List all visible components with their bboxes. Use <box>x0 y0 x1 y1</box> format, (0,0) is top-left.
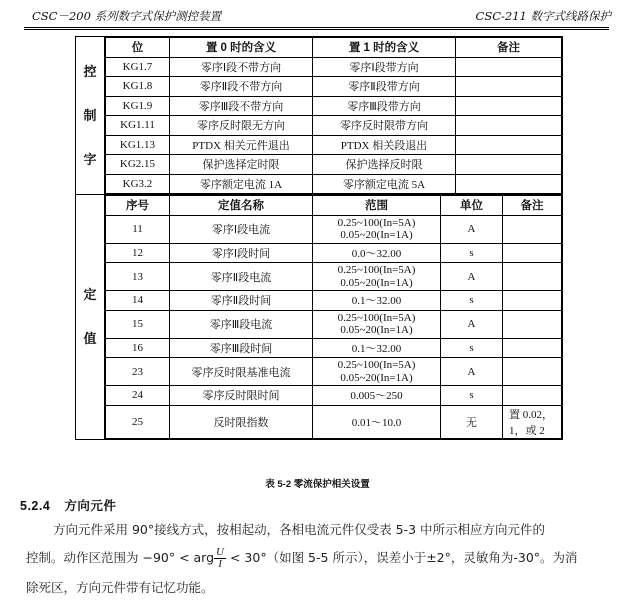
header-rule <box>24 27 609 30</box>
section-number: 5.2.4 <box>20 499 51 513</box>
page-header <box>14 8 621 24</box>
header-right: CSC-211 数字式线路保护 <box>475 9 611 23</box>
col-header: 单位 <box>441 196 503 216</box>
table-row: 14 零序Ⅱ段时间 0.1～32.00 s <box>106 291 562 311</box>
table-row: KG1.13 PTDX 相关元件退出 PTDX 相关段退出 <box>106 135 562 155</box>
paragraph-line-1: 方向元件采用 90°接线方式，按相起动，各相电流元件仅受表 5-3 中所示相应方向元件的 <box>53 522 545 537</box>
table-row: 12 零序Ⅰ段时间 0.0～32.00 s <box>106 243 562 263</box>
fraction: $\frac{U}{I}$ <box>216 546 224 570</box>
control-word-table <box>105 37 562 194</box>
col-header: 置 0 时的含义 <box>170 38 313 58</box>
col-header: 位 <box>106 38 170 58</box>
table-row: KG2.15 保护选择定时限 保护选择反时限 <box>106 155 562 175</box>
table-row: 16 零序Ⅲ段时间 0.1～32.00 s <box>106 338 562 358</box>
header-left: CSC－200 系列数字式保护测控装置 <box>32 9 222 23</box>
table-row: KG1.11 零序反时限无方向 零序反时限带方向 <box>106 116 562 136</box>
section-title: 方向元件 <box>64 499 117 513</box>
table-row: 24 零序反时限时间 0.005～250 s <box>106 386 562 406</box>
paragraph-line-2: 控制。动作区范围为 −90° < arg $\frac{U}{I}$ < 30°（如图 5-5 所示），误差小于±2°，灵敏角为-30°。为消 <box>26 546 578 570</box>
col-header: 置 1 时的含义 <box>313 38 456 58</box>
table-header <box>106 38 562 58</box>
table-row: 25 反时限指数 0.01～10.0 无 置 0.02，1，或 2 <box>106 405 562 438</box>
table-row: KG3.2 零序额定电流 1A 零序额定电流 5A <box>106 174 562 194</box>
control-section-label: 控 制 字 <box>76 37 105 195</box>
table-row: KG1.9 零序Ⅲ段不带方向 零序Ⅲ段带方向 <box>106 96 562 116</box>
table-row: 23 零序反时限基准电流 0.25~100(In=5A) 0.05~20(In=1A) A <box>106 358 562 386</box>
section-heading <box>20 496 116 514</box>
col-header: 序号 <box>106 196 170 216</box>
table-caption: 表 5-2 零流保护相关设置 <box>265 479 370 490</box>
table-row: KG1.8 零序Ⅱ段不带方向 零序Ⅱ段带方向 <box>106 77 562 97</box>
col-header: 备注 <box>456 38 562 58</box>
col-header: 定值名称 <box>170 196 313 216</box>
table-header <box>106 196 562 216</box>
setting-values-table <box>105 195 562 439</box>
table-row: 11 零序Ⅰ段电流 0.25~100(In=5A) 0.05~20(In=1A) A <box>106 215 562 243</box>
col-header: 范围 <box>313 196 441 216</box>
paragraph-line-3: 除死区，方向元件带有记忆功能。 <box>26 580 214 595</box>
settings-table <box>75 36 563 440</box>
settings-section-label: 定 值 <box>76 195 105 440</box>
table-row: KG1.7 零序Ⅰ段不带方向 零序Ⅰ段带方向 <box>106 57 562 77</box>
table-row: 13 零序Ⅱ段电流 0.25~100(In=5A) 0.05~20(In=1A) A <box>106 263 562 291</box>
table-row: 15 零序Ⅲ段电流 0.25~100(In=5A) 0.05~20(In=1A) A <box>106 310 562 338</box>
col-header: 备注 <box>503 196 562 216</box>
